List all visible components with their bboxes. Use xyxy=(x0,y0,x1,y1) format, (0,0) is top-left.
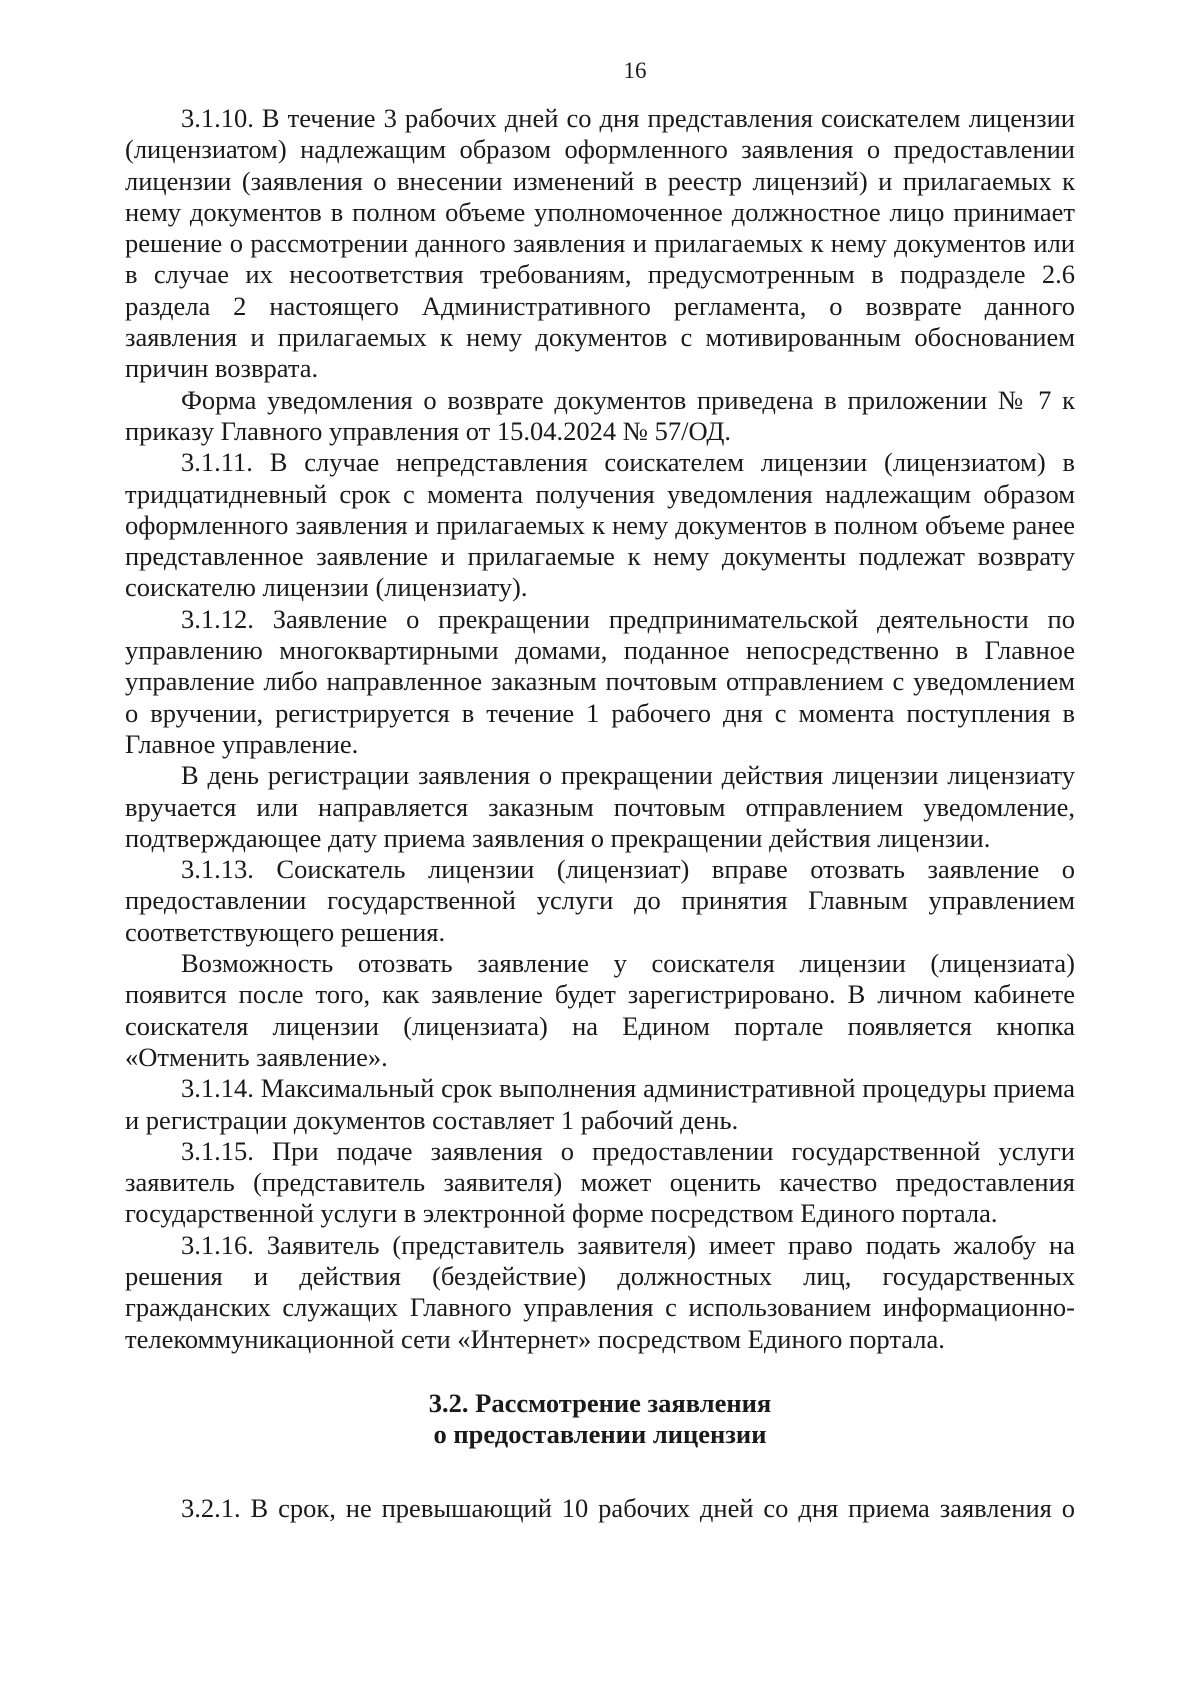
paragraph-3-1-10: 3.1.10. В течение 3 рабочих дней со дня представления соискателем лицензии (лицензиатом) надлежащим образом оформленного заявления о предоставлении лицензии (заявления о внесении изменений в реестр лицензий) и прилагаемых к нему документов в полном объеме уполномоченное должностное лицо принимает решение о рассмотрении данного заявления и прилагаемых к нему документов или в случае их несоответствия требованиям, предусмотренным в подразделе 2.6 раздела 2 настоящего Административного регламента, о возврате данного заявления и прилагаемых к нему документов с мотивированным обоснованием причин возврата. xyxy=(125,103,1075,384)
paragraph-3-1-11: 3.1.11. В случае непредставления соискателем лицензии (лицензиатом) в тридцатидневный срок с момента получения уведомления надлежащим образом оформленного заявления и прилагаемых к нему документов в полном объеме ранее представленное заявление и прилагаемые к нему документы подлежат возврату соискателю лицензии (лицензиату). xyxy=(125,447,1075,603)
paragraph-withdraw-option: Возможность отозвать заявление у соискателя лицензии (лицензиата) появится после того, как заявление будет зарегистрировано. В личном кабинете соискателя лицензии (лицензиата) на Едином портале появляется кнопка «Отменить заявление». xyxy=(125,948,1075,1072)
paragraph-3-1-14: 3.1.14. Максимальный срок выполнения административной процедуры приема и регистрации документов составляет 1 рабочий день. xyxy=(125,1073,1075,1135)
document-body xyxy=(125,103,1075,1525)
paragraph-3-1-12: 3.1.12. Заявление о прекращении предпринимательской деятельности по управлению многоквартирными домами, поданное непосредственно в Главное управление либо направленное заказным почтовым отправлением с уведомлением о вручении, регистрируется в течение 1 рабочего дня с момента поступления в Главное управление. xyxy=(125,603,1075,759)
paragraph-3-2-1: 3.2.1. В срок, не превышающий 10 рабочих дней со дня приема заявления о xyxy=(181,1493,1075,1524)
section-heading-line-2: о предоставлении лицензии xyxy=(433,1419,767,1450)
section-heading-line-1: 3.2. Рассмотрение заявления xyxy=(428,1387,772,1418)
paragraph-registration-day: В день регистрации заявления о прекращении действия лицензии лицензиату вручается или направляется заказным почтовым отправлением уведомление, подтверждающее дату приема заявления о прекращении действия лицензии. xyxy=(125,760,1075,853)
paragraph-3-1-15: 3.1.15. При подаче заявления о предоставлении государственной услуги заявитель (представитель заявителя) может оценить качество предоставления государственной услуги в электронной форме посредством Единого портала. xyxy=(125,1135,1075,1229)
page-number: 16 xyxy=(623,58,647,83)
section-heading xyxy=(125,1388,1075,1451)
paragraph-3-1-13: 3.1.13. Соискатель лицензии (лицензиат) вправе отозвать заявление о предоставлении государственной услуги до принятия Главным управлением соответствующего решения. xyxy=(125,854,1075,947)
paragraph-notice-form: Форма уведомления о возврате документов приведена в приложении № 7 к приказу Главного управления от 15.04.2024 № 57/ОД. xyxy=(125,384,1075,446)
paragraph-3-1-16: 3.1.16. Заявитель (представитель заявителя) имеет право подать жалобу на решения и действия (бездействие) должностных лиц, государственных гражданских служащих Главного управления с использованием информационно-телекоммуникационной сети «Интернет» посредством Единого портала. xyxy=(125,1229,1075,1354)
